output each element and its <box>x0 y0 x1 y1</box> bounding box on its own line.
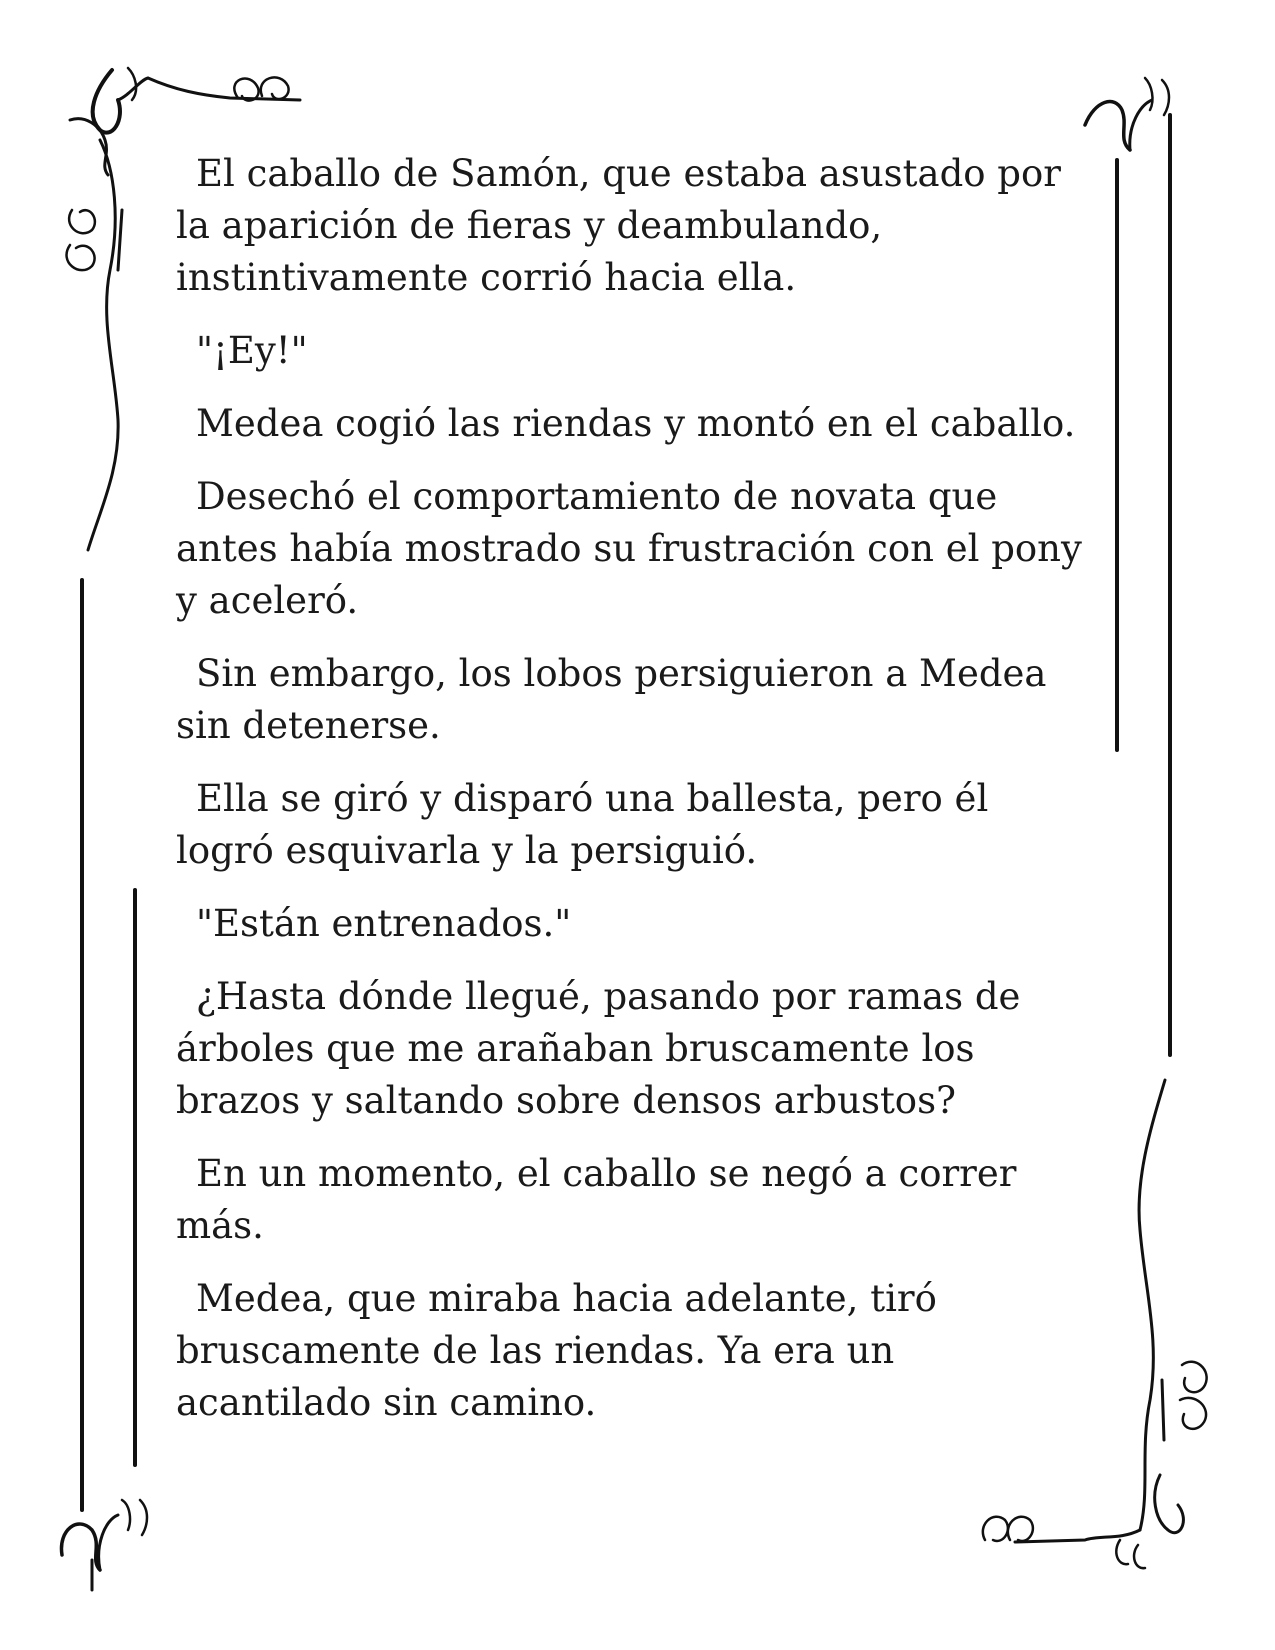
paragraph-4: Desechó el comportamiento de novata que antes había mostrado su frustración con el pony y aceleró. <box>176 475 1082 622</box>
paragraph-10: Medea, que miraba hacia adelante, tiró bruscamente de las riendas. Ya era un acantilado sin camino. <box>176 1277 937 1424</box>
paragraph-2: "¡Ey!" <box>196 329 308 372</box>
paragraph-8: ¿Hasta dónde llegué, pasando por ramas de árboles que me arañaban bruscamente los brazos y saltando sobre densos arbustos? <box>176 975 1021 1122</box>
top-right-flourish-icon <box>1085 78 1169 150</box>
paragraph-3: Medea cogió las riendas y montó en el caballo. <box>196 402 1076 445</box>
paragraph-6: Ella se giró y disparó una ballesta, pero él logró esquivarla y la persiguió. <box>176 777 989 872</box>
paragraph-9: En un momento, el caballo se negó a correr más. <box>176 1152 1017 1247</box>
bottom-left-flourish-icon <box>61 1500 147 1590</box>
paragraph-1: El caballo de Samón, que estaba asustado por la aparición de fieras y deambulando, instintivamente corrió hacia ella. <box>176 152 1061 299</box>
story-text <box>176 148 1086 1450</box>
paragraph-5: Sin embargo, los lobos persiguieron a Medea sin detenerse. <box>176 652 1047 747</box>
paragraph-7: "Están entrenados." <box>196 902 572 945</box>
